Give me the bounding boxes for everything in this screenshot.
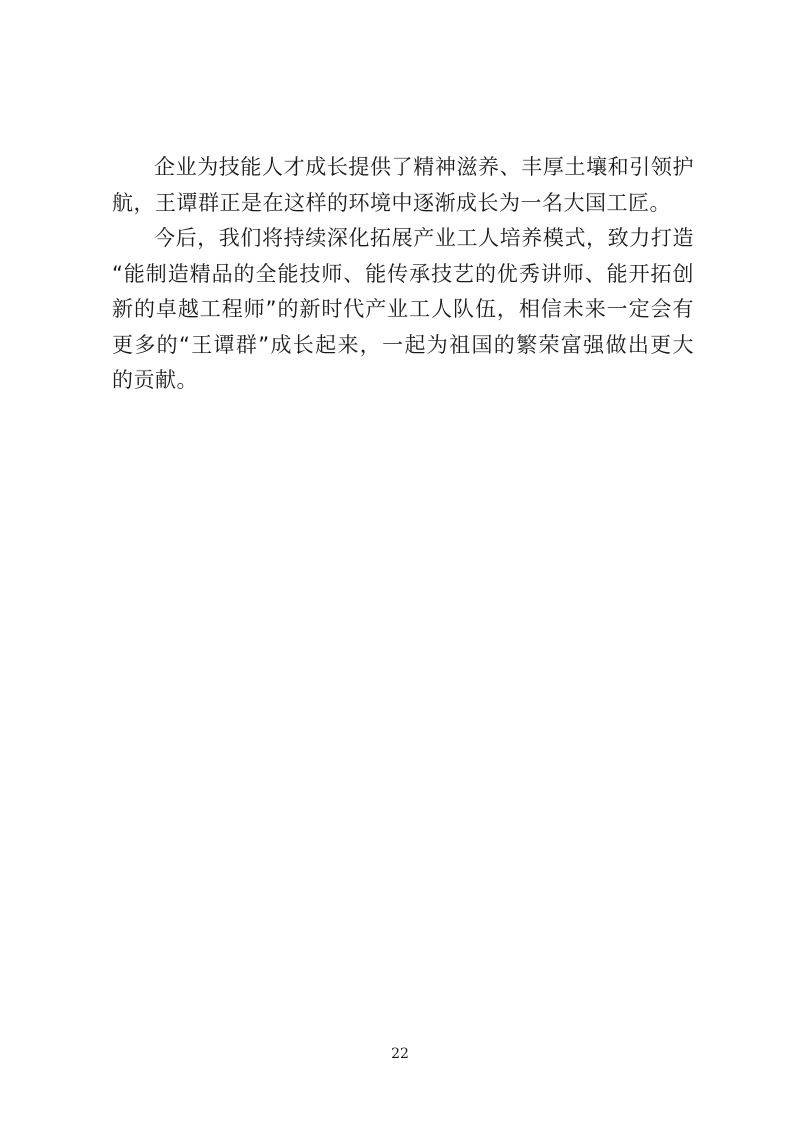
paragraph-1-line-1: 企业为技能人才成长提供了精神滋养、丰厚土壤和引领护 — [154, 155, 694, 179]
paragraph-2-line-5: 的贡献。 — [112, 368, 198, 392]
paragraph-2-line-1: 今后，我们将持续深化拓展产业工人培养模式，致力打造 — [154, 226, 694, 250]
body-text — [112, 150, 694, 399]
page-number: 22 — [391, 1046, 409, 1062]
paragraph-2-line-2: “能制造精品的全能技师、能传承技艺的优秀讲师、能开拓创 — [112, 261, 694, 286]
paragraph-2-line-3: 新的卓越工程师”的新时代产业工人队伍，相信未来一定会有 — [112, 297, 694, 321]
paragraph-2-line-4: 更多的“王谭群”成长起来，一起为祖国的繁荣富强做出更大 — [112, 332, 694, 357]
paragraph-1-line-2: 航，王谭群正是在这样的环境中逐渐成长为一名大国工匠。 — [112, 190, 671, 215]
